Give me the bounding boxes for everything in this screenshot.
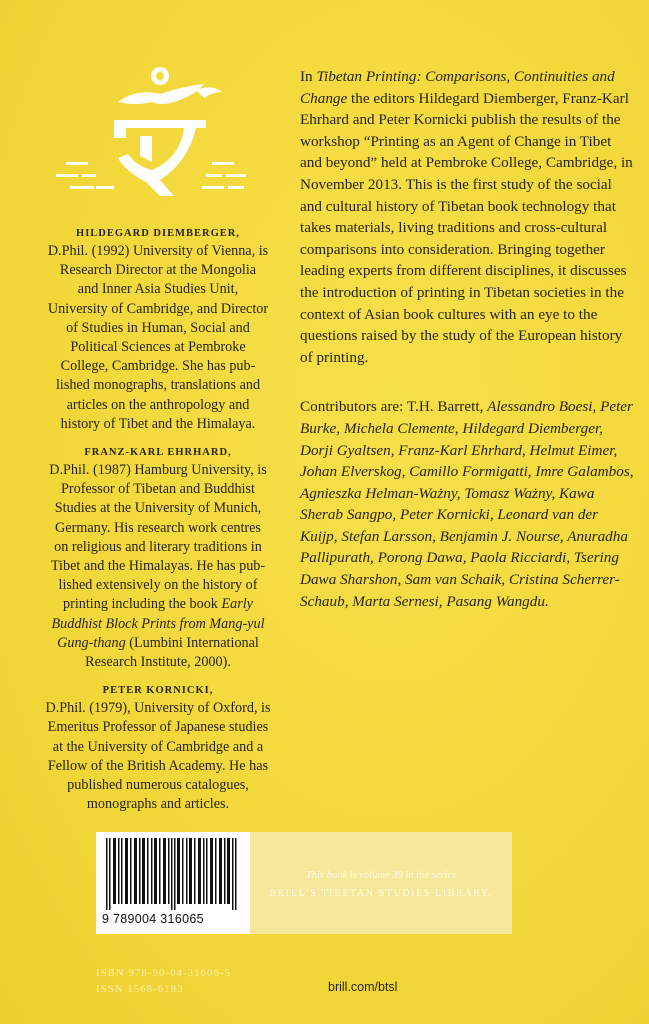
book-description [300, 66, 634, 368]
bio-line: lished monographs, translations and [55, 377, 261, 394]
book-title: Gung-thang [57, 634, 126, 651]
tibetan-om-emblem-icon [56, 62, 246, 212]
bio-line: Germany. His research work centres [55, 519, 261, 536]
bio-line: history of Tibet and the Himalaya. [60, 415, 256, 432]
bio-line [40, 595, 276, 614]
bio-line: Fellow of the British Academy. He has [47, 757, 269, 774]
bio-line: College, Cambridge. She has pub- [60, 358, 256, 375]
bio-line: Studies at the University of Munich, [54, 500, 262, 517]
contributors-list: Contributors are: T.H. Barrett, Alessandro Boesi, Peter Burke, Michela Clemente, Hildegard Diemberger, Dorji Gyaltsen, Franz-Karl Ehrhard, Helmut Eimer, Johan Elverskog, Camillo Formigatti, Imre Galambos, Agnieszka Helman-Ważny, Tomasz Ważny, Kawa Sherab Sangpo, Peter Kornicki, Leonard van der Kuijp, Stefan Larsson, Benjamin J. Nourse, Anuradha Pallipurath, Porong Dawa, Paola Ricciardi, Tsering Dawa Sharshon, Sam van Schaik, Cristina Scherrer-Schaub, Marta Sernesi, Pasang Wangdu. [300, 398, 634, 610]
bio-name: FRANZ-KARL EHRHARD, [84, 447, 232, 459]
book-title: Buddhist Block Prints from Mang-yul [51, 615, 265, 632]
bio-name: PETER KORNICKI, [102, 685, 214, 697]
book-description-column [300, 66, 634, 612]
bio-line-text: (Lumbini International [125, 634, 259, 651]
bio-line: Research Institute, 2000). [85, 654, 231, 671]
bio-line [40, 634, 276, 653]
editor-bios [40, 228, 276, 827]
bio-name: HILDEGARD DIEMBERGER, [76, 228, 240, 239]
bio-line: lished extensively on the history of [58, 577, 258, 594]
bio-line: Professor of Tibetan and Buddhist [61, 481, 255, 498]
bio-ehrhard [40, 447, 276, 672]
bio-line: Emeritus Professor of Japanese studies [47, 719, 269, 736]
bio-line: and Inner Asia Studies Unit, [77, 281, 239, 298]
bio-line: of Studies in Human, Social and [66, 319, 250, 336]
bio-line: articles on the anthropology and [66, 396, 250, 413]
bio-line [40, 615, 276, 634]
bio-line: at the University of Cambridge and a [52, 738, 264, 755]
bio-line-text: printing including the book [63, 596, 218, 613]
contributor-first: T.H. Barrett [406, 398, 480, 416]
isbn-issn-block [96, 966, 231, 998]
bio-line: D.Phil. (1987) Hamburg University, is [49, 462, 267, 479]
book-title: Tibetan Printing: Comparisons, Continuities and Change [300, 68, 615, 107]
contributors-label: Contributors are: [300, 398, 407, 416]
isbn-barcode [96, 832, 250, 934]
bio-diemberger [40, 228, 276, 434]
barcode-digits: 9 789004 316065 [102, 912, 204, 926]
desc-intro: In [300, 68, 317, 85]
series-title: BRILL’S TIBETAN STUDIES LIBRARY. [269, 888, 493, 899]
issn-text: ISSN 1568-6183 [96, 984, 184, 995]
bio-line: Research Director at the Mongolia [59, 262, 257, 279]
bio-line: Tibet and the Himalayas. He has pub- [50, 558, 266, 575]
bio-text [40, 699, 276, 814]
bio-line: published numerous catalogues, [67, 777, 249, 794]
bio-text [40, 242, 276, 434]
bio-kornicki [40, 685, 276, 814]
contributor-names: Alessandro Boesi, Peter Burke, Michela Clemente, Hildegard Diemberger, Dorji Gyaltsen, Franz-Karl Ehrhard, Helmut Eimer, Johan Elverskog, Camillo Formigatti, Imre Galambos, Agnieszka Helman-Ważny, Tomasz Ważny, Kawa Sherab Sangpo, Peter Kornicki, Leonard van der Kuijp, Stefan Larsson, Benjamin J. Nourse, Anuradha Pallipurath, Porong Dawa, Paola Ricciardi, Tsering Dawa Sharshon, Sam van Schaik, Cristina Scherrer-Schaub, Marta Sernesi, Pasang Wangdu. [300, 398, 634, 610]
bio-line: on religious and literary traditions in [54, 538, 262, 555]
bio-line: D.Phil. (1992) University of Vienna, is [47, 243, 269, 259]
bio-line: University of Cambridge, and Director [47, 300, 269, 317]
series-box [250, 832, 512, 934]
barcode-bars-icon [106, 838, 240, 910]
book-title: Early [221, 596, 253, 613]
bio-line: monographs and articles. [86, 796, 230, 813]
bio-text [40, 461, 276, 672]
bio-line: D.Phil. (1979), University of Oxford, is [45, 700, 271, 717]
bio-line: Political Sciences at Pembroke [70, 339, 246, 356]
series-volume-text: This book is volume 39 in the series [305, 870, 457, 881]
publisher-url[interactable]: brill.com/btsl [328, 980, 398, 994]
desc-body: the editors Hildegard Diemberger, Franz-Karl Ehrhard and Peter Kornicki publish the results of the workshop “Printing as an Agent of Change in Tibet and beyond” held at Pembroke College, Cambridge, in November 2013. This is the first study of the social and cultural history of Tibetan book technology that takes materials, living traditions and cross-cultural comparisons into consideration. Bringing together leading experts from different disciplines, it discusses the introduction of printing in Tibetan societies in the context of Asian book cultures with an eye to the questions raised by the study of the European history of printing. [300, 89, 633, 366]
isbn-text: ISBN 978-90-04-31606-5 [96, 968, 232, 979]
